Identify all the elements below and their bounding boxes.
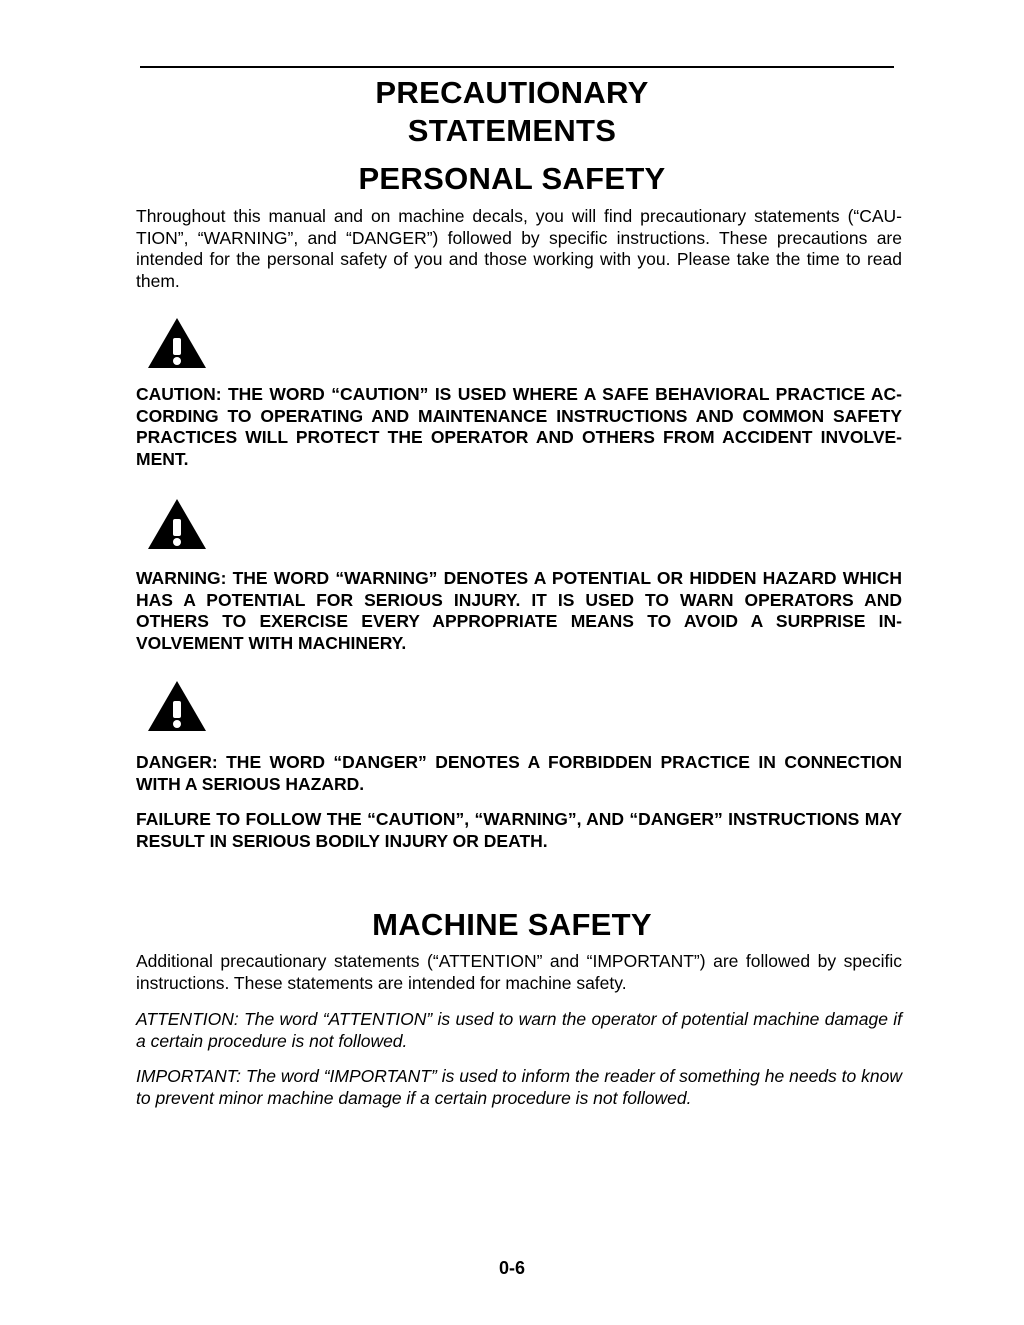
title-line-2: STATEMENTS [407, 113, 617, 148]
attention-statement: ATTENTION: The word “ATTENTION” is used to warn the operator of potential machine damage if a certain procedure is not followed. [136, 1009, 902, 1051]
important-statement: IMPORTANT: The word “IMPORTANT” is used to inform the reader of something he needs to know to prevent minor machine damage if a certain procedure is not followed. [136, 1066, 902, 1108]
warning-statement: WARNING: THE WORD “WARNING” DENOTES A POTENTIAL OR HIDDEN HAZARD WHICH HAS A POTENTIAL FOR SERIOUS INJURY. IT IS USED TO WARN OPERATORS AND OTHERS TO EXERCISE EVERY APPROPRIATE MEANS TO AVOID A SURPRISE IN-VOLVEMENT WITH MACHINERY. [136, 568, 902, 653]
machine-intro-paragraph: Additional precautionary statements (“ATTENTION” and “IMPORTANT”) are followed by specific instructions. These statements are intended for machine safety. [136, 951, 902, 993]
caution-statement: CAUTION: THE WORD “CAUTION” IS USED WHERE A SAFE BEHAVIORAL PRACTICE AC-CORDING TO OPERATING AND MAINTENANCE INSTRUCTIONS AND COMMON SAFETY PRACTICES WILL PROTECT THE OPERATOR AND OTHERS FROM ACCIDENT INVOLVE-MENT. [136, 384, 902, 469]
machine-safety-heading: MACHINE SAFETY [372, 907, 652, 942]
title-line-1: PRECAUTIONARY [375, 75, 649, 110]
intro-paragraph: Throughout this manual and on machine decals, you will find precautionary statements (“CAU-TION”, “WARNING”, and “DANGER”) followed by specific instructions. These precautions are intended for the personal safety of you and those working with you. Please take the time to read them. [136, 206, 902, 291]
caution-warning-icon [146, 316, 208, 370]
danger-statement: DANGER: THE WORD “DANGER” DENOTES A FORBIDDEN PRACTICE IN CONNECTION WITH A SERIOUS HAZARD. [136, 752, 902, 794]
page-number: 0-6 [498, 1258, 525, 1278]
warning-warning-icon [146, 497, 208, 551]
top-divider [140, 66, 894, 68]
personal-safety-heading: PERSONAL SAFETY [358, 161, 666, 196]
failure-statement: FAILURE TO FOLLOW THE “CAUTION”, “WARNING”, AND “DANGER” INSTRUCTIONS MAY RESULT IN SERIOUS BODILY INJURY OR DEATH. [136, 809, 902, 851]
danger-warning-icon [146, 679, 208, 733]
